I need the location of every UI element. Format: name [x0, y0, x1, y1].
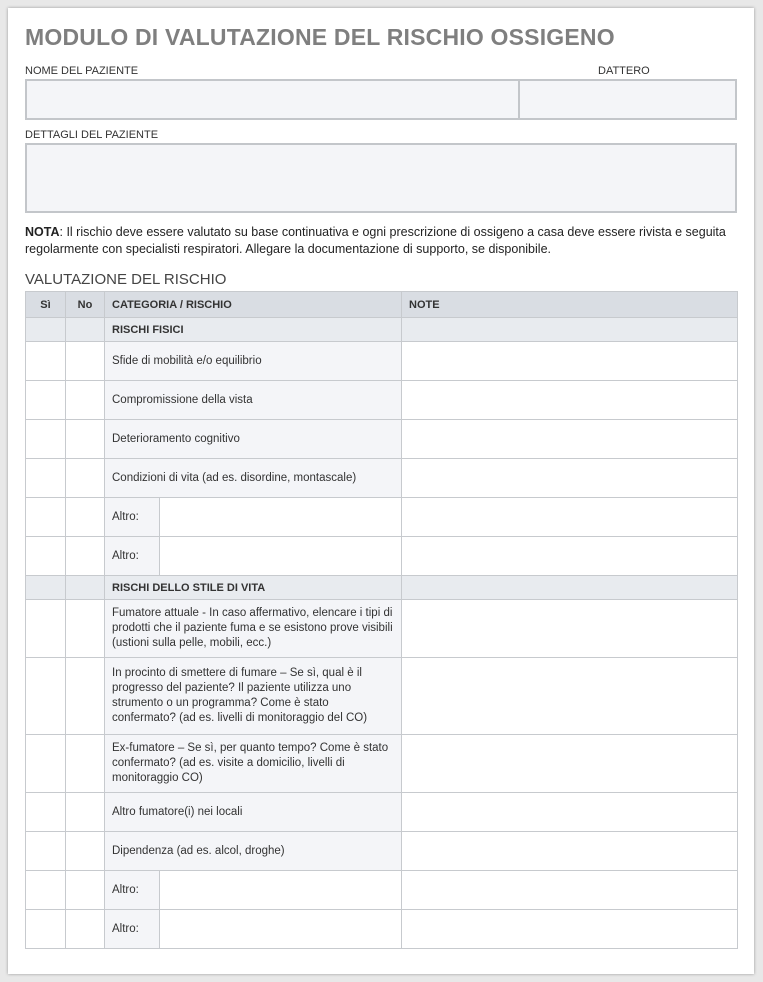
yes-cell[interactable] — [26, 420, 66, 459]
other-label: Altro: — [105, 871, 160, 910]
other-input-cell[interactable] — [160, 498, 402, 537]
other-input-cell[interactable] — [160, 871, 402, 910]
table-row — [26, 381, 738, 420]
table-row-other — [26, 871, 738, 910]
note-bold-label: NOTA — [25, 225, 60, 239]
yes-cell[interactable] — [26, 381, 66, 420]
yes-cell[interactable] — [26, 600, 66, 658]
notes-cell[interactable] — [402, 498, 738, 537]
no-cell[interactable] — [66, 420, 105, 459]
no-cell[interactable] — [66, 735, 105, 793]
no-cell[interactable] — [66, 871, 105, 910]
no-cell[interactable] — [66, 342, 105, 381]
notes-cell[interactable] — [402, 537, 738, 576]
risk-label: In procinto di smettere di fumare – Se sì, qual è il progresso del paziente? Il paziente utilizza uno strumento o un programma? Come è stato confermato? (ad es. livelli di monitoraggio del CO) — [105, 658, 402, 735]
no-cell[interactable] — [66, 537, 105, 576]
section-row-physical — [26, 318, 738, 342]
notes-cell[interactable] — [402, 600, 738, 658]
table-row-other — [26, 498, 738, 537]
notes-cell[interactable] — [402, 832, 738, 871]
section-label-lifestyle: RISCHI DELLO STILE DI VITA — [105, 576, 402, 600]
patient-name-field[interactable] — [25, 79, 520, 120]
yes-cell[interactable] — [26, 498, 66, 537]
table-row — [26, 832, 738, 871]
notes-cell[interactable] — [402, 459, 738, 498]
date-label: DATTERO — [598, 65, 650, 77]
yes-cell[interactable] — [26, 832, 66, 871]
notes-cell[interactable] — [402, 910, 738, 949]
header-yes: Sì — [26, 292, 66, 318]
table-row-other — [26, 910, 738, 949]
notes-cell[interactable] — [402, 793, 738, 832]
notes-cell[interactable] — [402, 871, 738, 910]
yes-cell[interactable] — [26, 735, 66, 793]
notes-cell[interactable] — [402, 735, 738, 793]
note-text: : Il rischio deve essere valutato su base continuativa e ogni prescrizione di ossigeno a casa deve essere rivista e seguita regolarmente con specialisti respiratori. Allegare la documentazione di supporto, se disponibile. — [25, 225, 726, 256]
patient-details-field[interactable] — [25, 143, 737, 213]
table-row — [26, 793, 738, 832]
header-notes: NOTE — [402, 292, 738, 318]
risk-label: Dipendenza (ad es. alcol, droghe) — [105, 832, 402, 871]
header-category: CATEGORIA / RISCHIO — [105, 292, 402, 318]
section-label-physical: RISCHI FISICI — [105, 318, 402, 342]
table-header-row — [26, 292, 738, 318]
yes-cell[interactable] — [26, 910, 66, 949]
page-title: MODULO DI VALUTAZIONE DEL RISCHIO OSSIGENO — [25, 24, 615, 50]
no-cell[interactable] — [66, 459, 105, 498]
form-page — [8, 8, 754, 974]
yes-cell[interactable] — [26, 658, 66, 735]
yes-cell[interactable] — [26, 342, 66, 381]
table-row — [26, 658, 738, 735]
risk-label: Fumatore attuale - In caso affermativo, elencare i tipi di prodotti che il paziente fuma e se esistono prove visibili (ustioni sulla pelle, mobili, ecc.) — [105, 600, 402, 658]
risk-label: Condizioni di vita (ad es. disordine, montascale) — [105, 459, 402, 498]
table-row — [26, 735, 738, 793]
risk-label: Sfide di mobilità e/o equilibrio — [105, 342, 402, 381]
yes-cell[interactable] — [26, 793, 66, 832]
other-label: Altro: — [105, 537, 160, 576]
patient-name-label: NOME DEL PAZIENTE — [25, 65, 139, 77]
risk-label: Compromissione della vista — [105, 381, 402, 420]
notes-cell[interactable] — [402, 420, 738, 459]
date-field[interactable] — [518, 79, 737, 120]
table-row — [26, 459, 738, 498]
risk-label: Ex-fumatore – Se sì, per quanto tempo? Come è stato confermato? (ad es. visite a domicilio, livelli di monitoraggio CO) — [105, 735, 402, 793]
section-title: VALUTAZIONE DEL RISCHIO — [25, 271, 227, 288]
table-row — [26, 420, 738, 459]
notes-cell[interactable] — [402, 381, 738, 420]
other-input-cell[interactable] — [160, 910, 402, 949]
no-cell[interactable] — [66, 910, 105, 949]
notes-cell[interactable] — [402, 658, 738, 735]
table-row — [26, 342, 738, 381]
no-cell[interactable] — [66, 793, 105, 832]
no-cell[interactable] — [66, 381, 105, 420]
patient-details-label: DETTAGLI DEL PAZIENTE — [25, 129, 159, 141]
risk-label: Altro fumatore(i) nei locali — [105, 793, 402, 832]
notes-cell[interactable] — [402, 342, 738, 381]
risk-label: Deterioramento cognitivo — [105, 420, 402, 459]
other-label: Altro: — [105, 910, 160, 949]
yes-cell[interactable] — [26, 459, 66, 498]
header-no: No — [66, 292, 105, 318]
other-input-cell[interactable] — [160, 537, 402, 576]
yes-cell[interactable] — [26, 537, 66, 576]
other-label: Altro: — [105, 498, 160, 537]
risk-assessment-table — [25, 291, 738, 949]
no-cell[interactable] — [66, 832, 105, 871]
table-row-other — [26, 537, 738, 576]
section-row-lifestyle — [26, 576, 738, 600]
table-row — [26, 600, 738, 658]
no-cell[interactable] — [66, 498, 105, 537]
no-cell[interactable] — [66, 658, 105, 735]
yes-cell[interactable] — [26, 871, 66, 910]
no-cell[interactable] — [66, 600, 105, 658]
note-paragraph — [25, 224, 741, 258]
